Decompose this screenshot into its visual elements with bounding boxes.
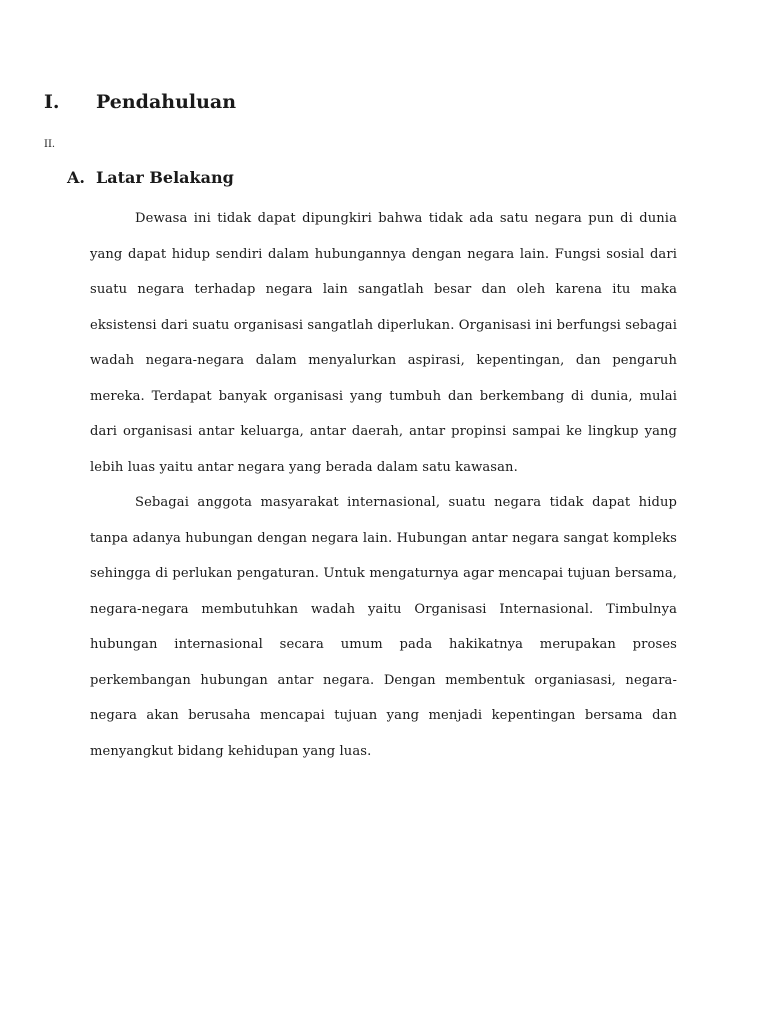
subsection-heading bbox=[67, 165, 234, 191]
paragraph: Dewasa ini tidak dapat dipungkiri bahwa tidak ada satu negara pun di dunia yang dapat hidup sendiri dalam hubungannya dengan negara lain. Fungsi sosial dari suatu negara terhadap negara lain sangatlah besar dan oleh karena itu maka eksistensi dari suatu organisasi sangatlah diperlukan. Organisasi ini berfungsi sebagai wadah negara-negara dalam menyalurkan aspirasi, kepentingan, dan pengaruh mereka. Terdapat banyak organisasi yang tumbuh dan berkembang di dunia, mulai dari organisasi antar keluarga, antar daerah, antar propinsi sampai ke lingkup yang lebih luas yaitu antar negara yang berada dalam satu kawasan. bbox=[90, 211, 677, 475]
section-number: I. bbox=[44, 91, 60, 113]
section-heading bbox=[44, 88, 236, 116]
body-text bbox=[90, 201, 677, 769]
list-marker: II. bbox=[44, 139, 56, 150]
paragraph: Sebagai anggota masyarakat internasional, suatu negara tidak dapat hidup tanpa adanya hubungan dengan negara lain. Hubungan antar negara sangat kompleks sehingga di perlukan pengaturan. Untuk mengaturnya agar mencapai tujuan bersama, negara-negara membutuhkan wadah yaitu Organisasi Internasional. Timbulnya hubungan internasional secara umum pada hakikatnya merupakan proses perkembangan hubungan antar negara. Dengan membentuk organiasasi, negara-negara akan berusaha mencapai tujuan yang menjadi kepentingan bersama dan menyangkut bidang kehidupan yang luas. bbox=[90, 495, 677, 759]
section-title: Pendahuluan bbox=[96, 91, 237, 113]
subsection-number: A. bbox=[67, 168, 85, 187]
subsection-title: Latar Belakang bbox=[96, 168, 234, 187]
